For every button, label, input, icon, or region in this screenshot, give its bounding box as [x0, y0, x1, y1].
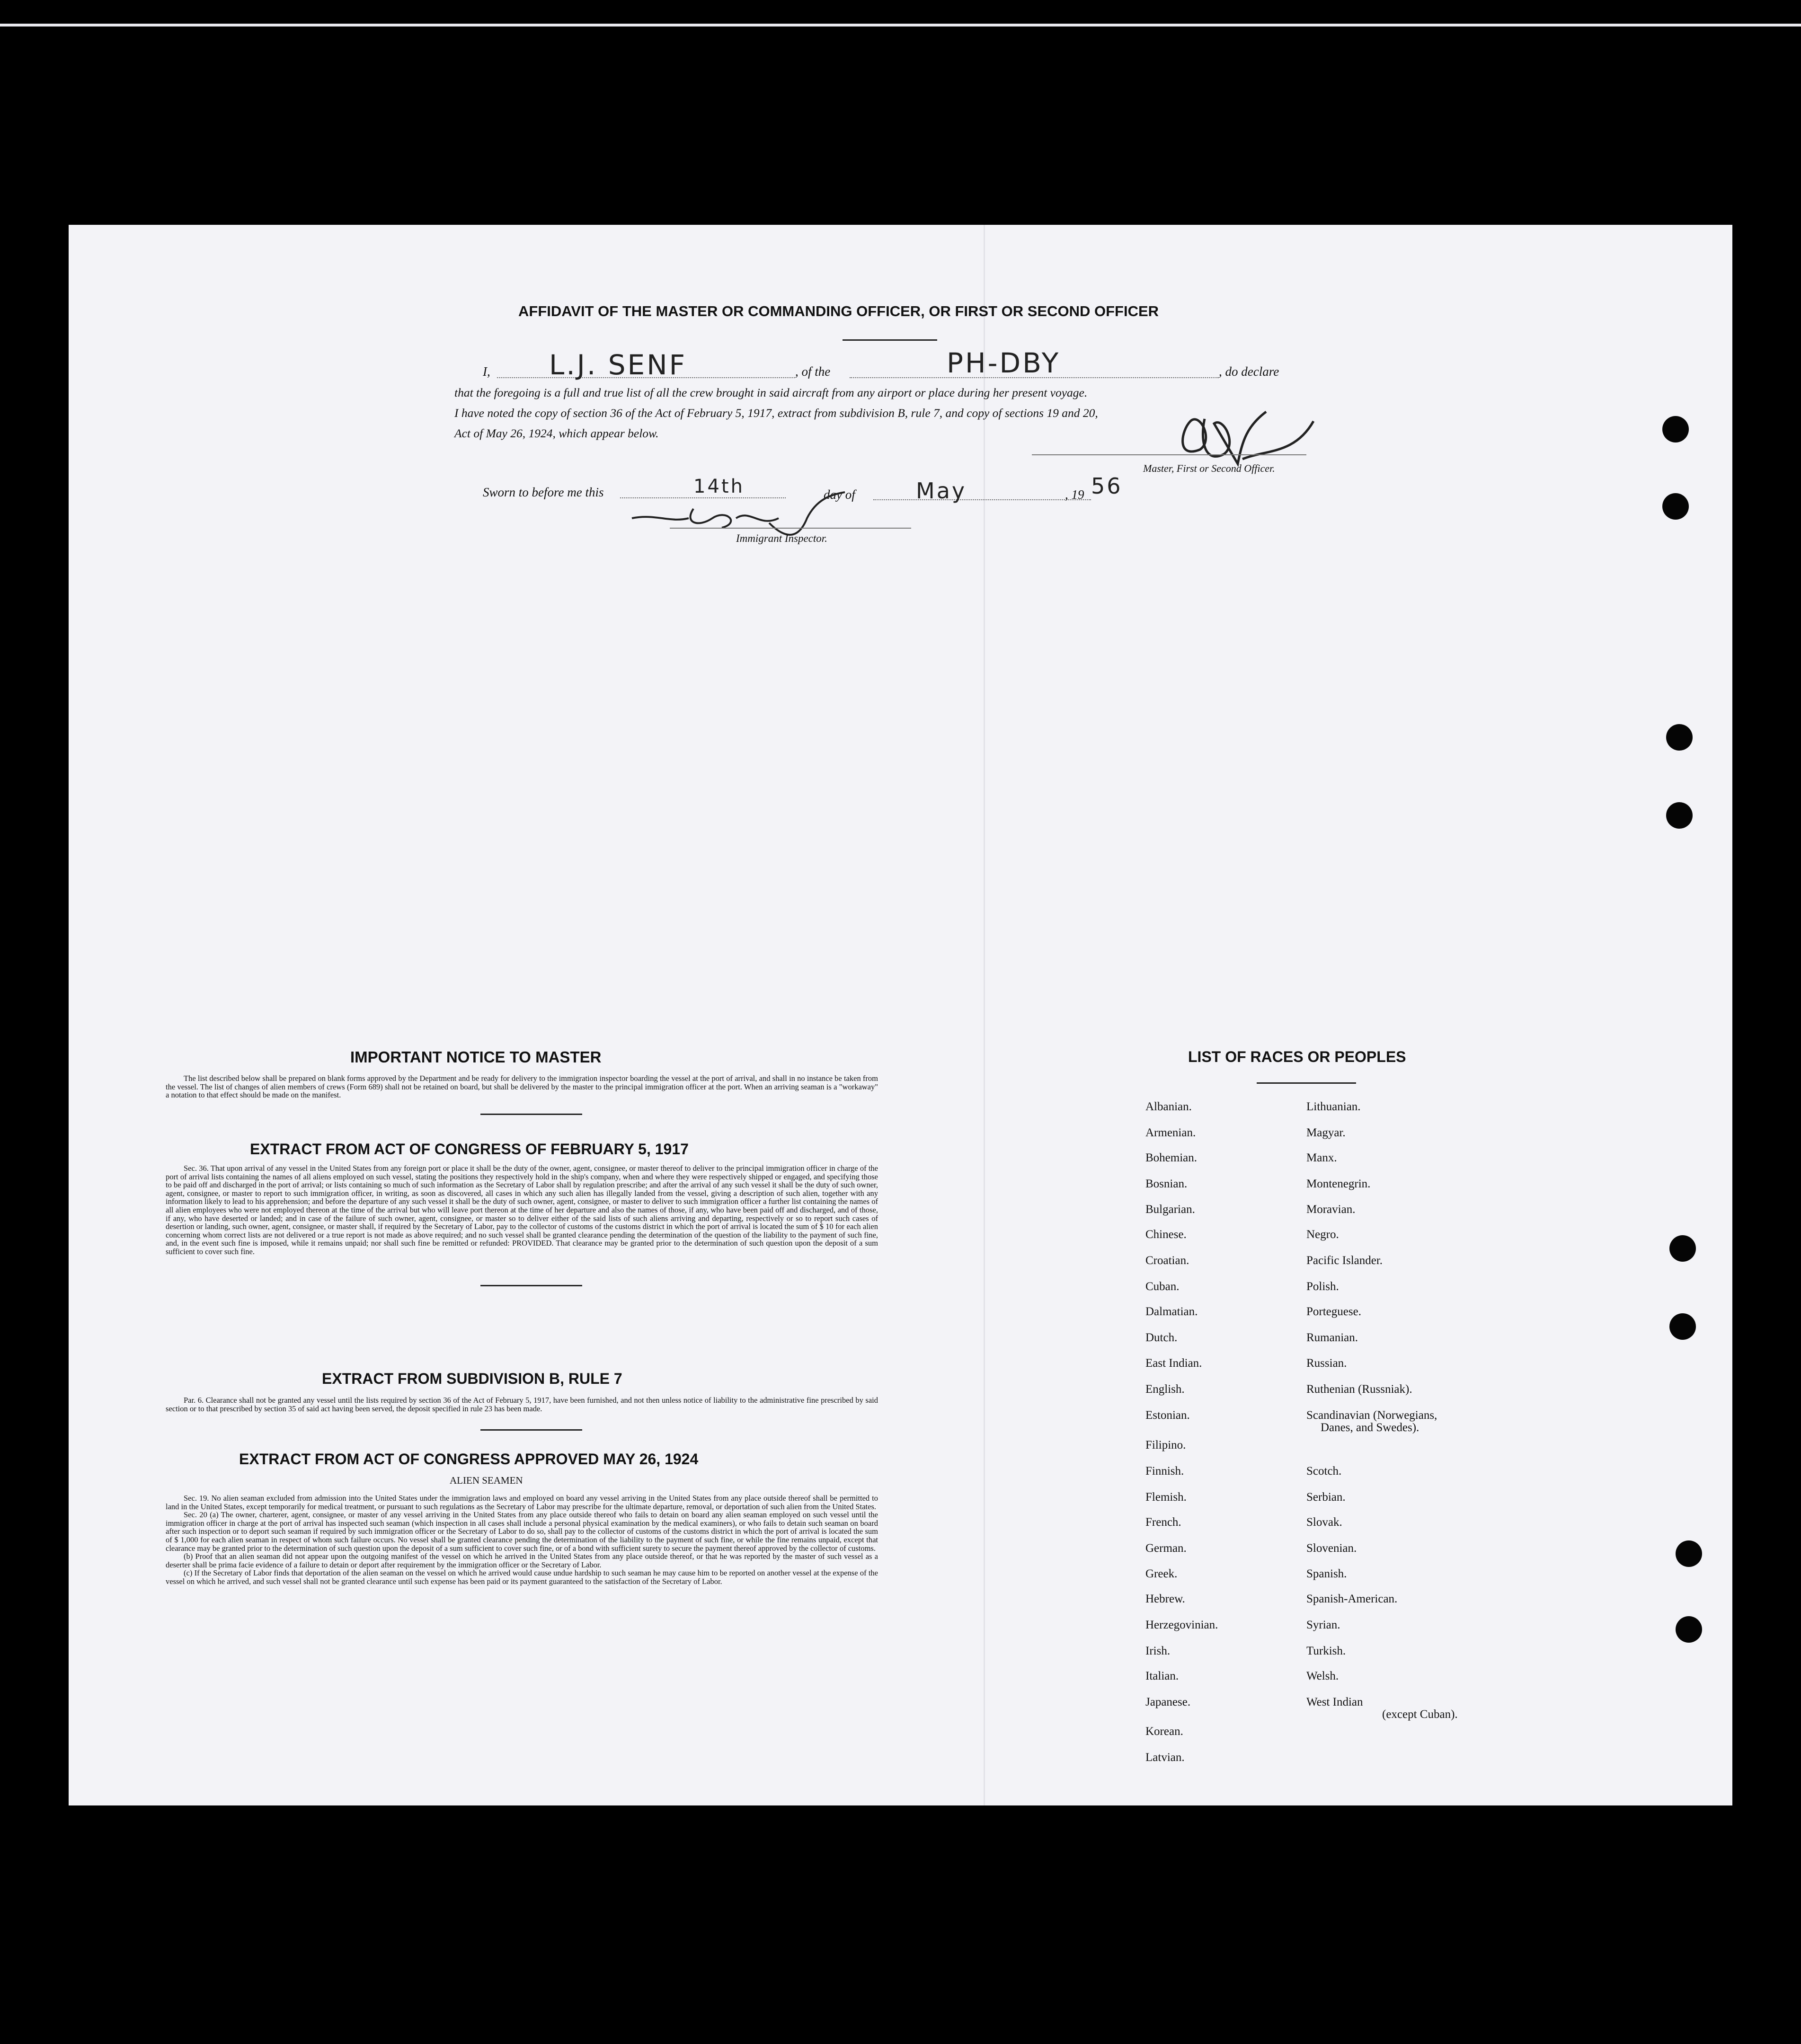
race-item: Magyar. [1306, 1126, 1346, 1139]
binder-hole-5 [1669, 1235, 1696, 1262]
extract-1924-title: EXTRACT FROM ACT OF CONGRESS APPROVED MAY 26, 1924 [239, 1451, 699, 1468]
race-item: Scandinavian (Norwegians, [1306, 1409, 1437, 1422]
binder-hole-7 [1676, 1540, 1702, 1567]
day-of-label: day of [824, 487, 855, 502]
race-item: Turkish. [1306, 1645, 1346, 1657]
center-fold [984, 225, 985, 1805]
race-item: West Indian [1306, 1696, 1363, 1708]
race-item: Porteguese. [1306, 1305, 1361, 1318]
race-item: Dutch. [1145, 1331, 1178, 1344]
race-item: Rumanian. [1306, 1331, 1358, 1344]
race-item: Slovak. [1306, 1516, 1342, 1529]
affidavit-title: AFFIDAVIT OF THE MASTER OR COMMANDING OFFICER, OR FIRST OR SECOND OFFICER [518, 303, 1159, 319]
race-item: Russian. [1306, 1357, 1347, 1370]
race-item: Montenegrin. [1306, 1177, 1371, 1190]
extract-1917-rule [480, 1285, 582, 1286]
binder-hole-8 [1676, 1616, 1702, 1643]
race-item: Greek. [1145, 1567, 1178, 1580]
section-20c-paragraph: (c) If the Secretary of Labor finds that deportation of the alien seaman on the vessel on which he arrived would cause undue hardship to such seaman he may cause him to be reported on another vessel at the expense of the vessel on which he arrived, and such vessel shall not be granted clearance until such expense has been paid or its payment guaranteed to the satisfaction of the Secretary of Labor. [166, 1568, 878, 1586]
rule-7-paragraph: Par. 6. Clearance shall not be granted any vessel until the lists required by section 36 of the Act of February 5, 1917, have been furnished, and not then unless notice of liability to the administrative fine prescribed by said section or to that prescribed by section 35 of said act having been served, the deposit specified in rule 23 has been made. [166, 1396, 878, 1413]
extract-1924-text [166, 1494, 878, 1586]
section-20a-paragraph: Sec. 20 (a) The owner, charterer, agent, consignee, or master of any vessel arriving in the United States from any place outside thereof who fails to detain on board any alien seaman employed on such vessel until the immigration officer in charge at the port of arrival has inspected such seaman (which inspection in all cases shall include a personal physical examination by the medical examiners), or who fails to detain such seaman on board after such inspection or to deport such seaman if required by such immigration officer or the Secretary of Labor to do so, shall pay to the collector of customs of the customs district in which the port of arrival is located the sum of $ 1,000 for each alien seaman in respect of whom such failure occurs. No vessel shall be granted clearance pending the determination of the liability to the payment of such fine, or while the fine remains unpaid, except that clearance may be granted prior to the determination of such question upon the deposit of a sum sufficient to cover such fine, or of a bond with sufficient surety to secure the payment thereof approved by the collector of customs. [166, 1510, 878, 1553]
race-item: Latvian. [1145, 1751, 1185, 1764]
race-item: Albanian. [1145, 1100, 1192, 1113]
race-item: Croatian. [1145, 1254, 1189, 1267]
race-item: French. [1145, 1516, 1181, 1529]
sworn-label: Sworn to before me this [483, 485, 604, 499]
of-the-label: , of the [795, 364, 831, 379]
race-item: Ruthenian (Russniak). [1306, 1383, 1412, 1396]
race-item: Korean. [1145, 1725, 1183, 1738]
month-handwritten: May [916, 478, 967, 504]
race-item: Dalmatian. [1145, 1305, 1198, 1318]
name-handwritten: L.J. SENF [549, 349, 687, 381]
race-item: Syrian. [1306, 1619, 1340, 1631]
race-item: Cuban. [1145, 1280, 1180, 1293]
section-20b-paragraph: (b) Proof that an alien seaman did not appear upon the outgoing manifest of the vessel on which he arrived in the United States from any place outside thereof, or that he was reported by the master of such vessel as a deserter shall be prima facie evidence of a failure to detain or deport after requirement by the immigration officer or the Secretary of Labor. [166, 1552, 878, 1569]
race-item: Estonian. [1145, 1409, 1190, 1422]
race-item: Finnish. [1145, 1465, 1184, 1478]
race-item: Danes, and Swedes). [1321, 1421, 1420, 1434]
affidavit-line-4: Act of May 26, 1924, which appear below. [454, 426, 659, 440]
binder-hole-1 [1662, 416, 1689, 442]
rule-7-rule [480, 1429, 582, 1431]
top-edge-line [0, 24, 1801, 27]
section-19-paragraph: Sec. 19. No alien seaman excluded from admission into the United States under the immigration laws and employed on board any vessel arriving in the United States from any place outside thereof shall be permitted to land in the United States, except temporarily for medical treatment, or pursuant to such regulations as the Secretary of Labor may prescribe for the ultimate departure, removal, or deportation of such alien from the United States. [166, 1494, 878, 1511]
inspector-caption: Immigrant Inspector. [736, 532, 827, 544]
race-item: Polish. [1306, 1280, 1339, 1293]
notice-text [166, 1074, 878, 1099]
notice-paragraph: The list described below shall be prepared on blank forms approved by the Department and be ready for delivery to the immigration inspector boarding the vessel at the port of arrival, and shall in no instance be taken from the vessel. The list of changes of alien members of crews (Form 689) shall not be retained on board, but shall be delivered by the master to the principal immigration officer at the port. When an arriving seaman is a "workaway" a notation to that effect should be made on the manifest. [166, 1074, 878, 1100]
affidavit-title-rule [843, 339, 937, 341]
alien-seamen-subtitle: ALIEN SEAMEN [450, 1475, 523, 1486]
form-sheet [69, 225, 1732, 1805]
do-declare-label: , do declare [1219, 364, 1279, 379]
extract-1917-title: EXTRACT FROM ACT OF CONGRESS OF FEBRUARY 5, 1917 [250, 1141, 689, 1158]
race-item: German. [1145, 1542, 1187, 1555]
signature-caption: Master, First or Second Officer. [1143, 462, 1275, 474]
race-item: Bulgarian. [1145, 1203, 1195, 1216]
race-item: Herzegovinian. [1145, 1619, 1218, 1631]
race-item: Italian. [1145, 1670, 1179, 1682]
inspector-line [670, 528, 911, 529]
year-prefix: , 19 [1065, 487, 1084, 502]
race-item: East Indian. [1145, 1357, 1202, 1370]
race-item: Moravian. [1306, 1203, 1356, 1216]
binder-hole-6 [1669, 1313, 1696, 1340]
affidavit-i: I, [483, 364, 490, 379]
race-item: Spanish-American. [1306, 1593, 1398, 1605]
rule-7-text [166, 1396, 878, 1413]
race-item: Slovenian. [1306, 1542, 1357, 1555]
race-item: Welsh. [1306, 1670, 1339, 1682]
race-item: Bosnian. [1145, 1177, 1188, 1190]
race-item: Pacific Islander. [1306, 1254, 1383, 1267]
vessel-handwritten: PH-DBY [947, 347, 1061, 379]
month-blank[interactable] [873, 499, 1091, 500]
race-item: Manx. [1306, 1151, 1337, 1164]
day-handwritten: 14th [693, 476, 745, 497]
binder-hole-3 [1666, 724, 1693, 751]
extract-1917-text [166, 1164, 878, 1256]
race-item: Spanish. [1306, 1567, 1347, 1580]
races-title-rule [1257, 1082, 1356, 1084]
race-item: Filipino. [1145, 1439, 1186, 1451]
signature-line [1032, 454, 1306, 455]
race-item: Scotch. [1306, 1465, 1342, 1478]
year-handwritten: 56 [1091, 473, 1123, 499]
race-item: Chinese. [1145, 1228, 1187, 1241]
race-item: Bohemian. [1145, 1151, 1198, 1164]
races-title: LIST OF RACES OR PEOPLES [1188, 1048, 1406, 1065]
race-item: Lithuanian. [1306, 1100, 1361, 1113]
race-item: (except Cuban). [1382, 1708, 1458, 1721]
notice-title: IMPORTANT NOTICE TO MASTER [350, 1048, 602, 1066]
affidavit-line-2: that the foregoing is a full and true list of all the crew brought in said aircraft from any airport or place during her present voyage. [454, 386, 1088, 399]
affidavit-line-3: I have noted the copy of section 36 of the Act of February 5, 1917, extract from subdivision B, rule 7, and copy of sections 19 and 20, [454, 406, 1098, 420]
binder-hole-4 [1666, 802, 1693, 829]
race-item: Flemish. [1145, 1491, 1187, 1504]
rule-7-title: EXTRACT FROM SUBDIVISION B, RULE 7 [322, 1370, 622, 1387]
race-item: Japanese. [1145, 1696, 1191, 1708]
race-item: Hebrew. [1145, 1593, 1185, 1605]
race-item: Irish. [1145, 1645, 1171, 1657]
notice-rule [480, 1114, 582, 1115]
binder-hole-2 [1662, 493, 1689, 520]
race-item: Negro. [1306, 1228, 1339, 1241]
extract-1917-paragraph: Sec. 36. That upon arrival of any vessel in the United States from any foreign port or place it shall be the duty of the owner, agent, consignee, or master thereof to deliver to the principal immigration officer in charge of the port of arrival lists containing the names of all aliens employed on such vessel, stating the positions they respectively hold in the ship's company, when and where they were respectively shipped or engaged, and specifying those to be paid off and discharged in the port of arrival; or lists containing so much of such information as the Secretary of Labor shall by regulation prescribe; and after the arrival of any such vessel it shall be the duty of such owner, agent, consignee, or master to report to such immigration officer, in writing, as soon as discovered, all cases in which any such alien has illegally landed from the vessel, giving a description of such alien, together with any information likely to lead to his apprehension; and before the departure of any such vessel it shall be the duty of such owner, agent, consignee, or master to deliver to such immigration officer a further list containing the names of all alien employees who were not employed thereon at the time of the arrival but who will leave port thereon at the time of her departure and also the names of those, if any, who have been paid off and discharged, and of those, if any, who have deserted or landed; and in case of the failure of such owner, agent, consignee, or master so to deliver either of the said lists of such aliens arriving and departing, respectively or so to report such cases of desertion or landing, such owner, agent, consignee, or master shall, if required by the Secretary of Labor, pay to the collector of customs of the customs district in which the port of arrival is located the sum of $ 10 for each alien concerning whom correct lists are not delivered or a true report is not made as above required; and no such vessel shall be granted clearance pending the determination of the question of the liability to the payment of such fine, and, in the event such fine is imposed, while it remains unpaid; nor shall such fine be remitted or refunded: PROVIDED. That clearance may be granted prior to the determination of such question upon the deposit of a sum sufficient to cover such fine. [166, 1164, 878, 1256]
race-item: Serbian. [1306, 1491, 1346, 1504]
race-item: Armenian. [1145, 1126, 1196, 1139]
race-item: English. [1145, 1383, 1185, 1396]
